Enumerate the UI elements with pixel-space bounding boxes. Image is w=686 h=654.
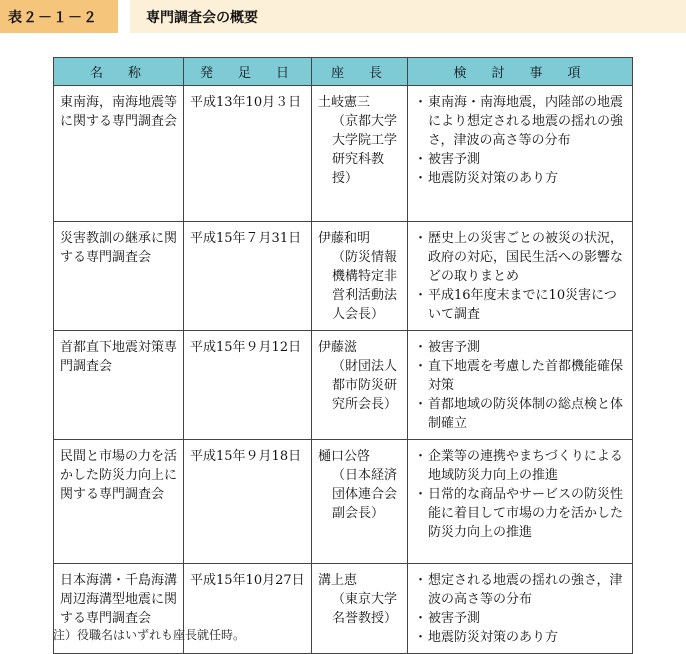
chair-affiliation: （財団法人都市防災研究所会長） — [332, 359, 398, 412]
chair-affiliation: （防災情報機構特定非営利活動法人会長） — [332, 250, 398, 322]
chair-affiliation: （日本経済団体連合会副会長） — [332, 468, 398, 521]
committee-name-cell — [54, 440, 184, 564]
column-header-chair: 座 長 — [312, 58, 408, 86]
table-row — [54, 440, 633, 564]
chair-name: 溝上恵 — [318, 573, 358, 588]
chair-affiliation: （京都大学大学院工学研究科教授） — [332, 114, 398, 186]
chair-cell — [312, 440, 408, 564]
topic-item: ・ 地震防災対策のあり方 — [414, 169, 626, 188]
committee-name-cell — [54, 222, 184, 331]
column-header-row — [54, 58, 633, 86]
committee-name: 東南海，南海地震等に関する専門調査会 — [60, 95, 178, 129]
topic-item: ・ 東南海・南海地震，内陸部の地震により想定される地震の揺れの強さ，津波の高さ等の分布 — [414, 93, 626, 150]
table-header — [0, 0, 686, 33]
topic-item: ・ 地震防災対策のあり方 — [414, 628, 626, 647]
start-date: 平成15年９月12日 — [190, 340, 302, 355]
topic-item: ・ 被害予測 — [414, 338, 626, 357]
topics-cell — [408, 331, 633, 440]
chair-name: 土岐憲三 — [318, 95, 371, 110]
committee-name: 首都直下地震対策専門調査会 — [60, 340, 178, 374]
topic-item: ・ 平成16年度末までに10災害について調査 — [414, 286, 626, 324]
chair-cell — [312, 222, 408, 331]
committee-name: 日本海溝・千島海溝周辺海溝型地震に関する専門調査会 — [60, 573, 178, 626]
chair-name: 樋口公啓 — [318, 449, 371, 464]
topic-item: ・ 直下地震を考慮した首都機能確保対策 — [414, 357, 626, 395]
title-band — [130, 0, 686, 33]
start-date: 平成15年９月18日 — [190, 449, 302, 464]
topics-cell — [408, 440, 633, 564]
column-header-name: 名 称 — [54, 58, 184, 86]
start-date: 平成15年７月31日 — [190, 231, 302, 246]
start-date-cell — [184, 331, 312, 440]
committee-name: 民間と市場の力を活かした防災力向上に関する専門調査会 — [60, 449, 178, 502]
footnote: 注）役職名はいずれも座長就任時。 — [53, 628, 246, 642]
topic-item: ・ 首都地域の防災体制の総点検と体制確立 — [414, 395, 626, 433]
start-date-cell — [184, 440, 312, 564]
start-date: 平成13年10月３日 — [190, 95, 302, 110]
chair-cell — [312, 564, 408, 654]
committee-table — [53, 57, 633, 654]
chair-name: 伊藤和明 — [318, 231, 371, 246]
start-date: 平成15年10月27日 — [190, 573, 305, 588]
table-number-box — [0, 0, 118, 33]
committee-name-cell — [54, 86, 184, 222]
table-row — [54, 86, 633, 222]
committee-name-cell — [54, 331, 184, 440]
chair-cell — [312, 86, 408, 222]
topics-cell — [408, 86, 633, 222]
topic-item: ・ 被害予測 — [414, 150, 626, 169]
topic-list — [414, 338, 626, 433]
topic-item: ・ 想定される地震の揺れの強さ，津波の高さ等の分布 — [414, 571, 626, 609]
topic-list — [414, 229, 626, 324]
table-row — [54, 331, 633, 440]
table-title: 専門調査会の概要 — [146, 9, 258, 26]
topic-list — [414, 447, 626, 542]
committee-name: 災害教訓の継承に関する専門調査会 — [60, 231, 178, 265]
chair-name: 伊藤滋 — [318, 340, 358, 355]
chair-affiliation: （東京大学名誉教授） — [332, 592, 398, 626]
topic-item: ・ 歴史上の災害ごとの被災の状況，政府の対応，国民生活への影響などの取りまとめ — [414, 229, 626, 286]
column-header-items: 検 討 事 項 — [408, 58, 633, 86]
topics-cell — [408, 564, 633, 654]
table-row — [54, 222, 633, 331]
start-date-cell — [184, 86, 312, 222]
topic-list — [414, 571, 626, 647]
chair-cell — [312, 331, 408, 440]
table-number: 表２－１－２ — [8, 9, 98, 26]
topic-item: ・ 日常的な商品やサービスの防災性能に着目して市場の力を活かした防災力向上の推進 — [414, 485, 626, 542]
column-header-date: 発 足 日 — [184, 58, 312, 86]
topics-cell — [408, 222, 633, 331]
topic-item: ・ 被害予測 — [414, 609, 626, 628]
topic-item: ・ 企業等の連携やまちづくりによる地域防災力向上の推進 — [414, 447, 626, 485]
start-date-cell — [184, 222, 312, 331]
topic-list — [414, 93, 626, 188]
